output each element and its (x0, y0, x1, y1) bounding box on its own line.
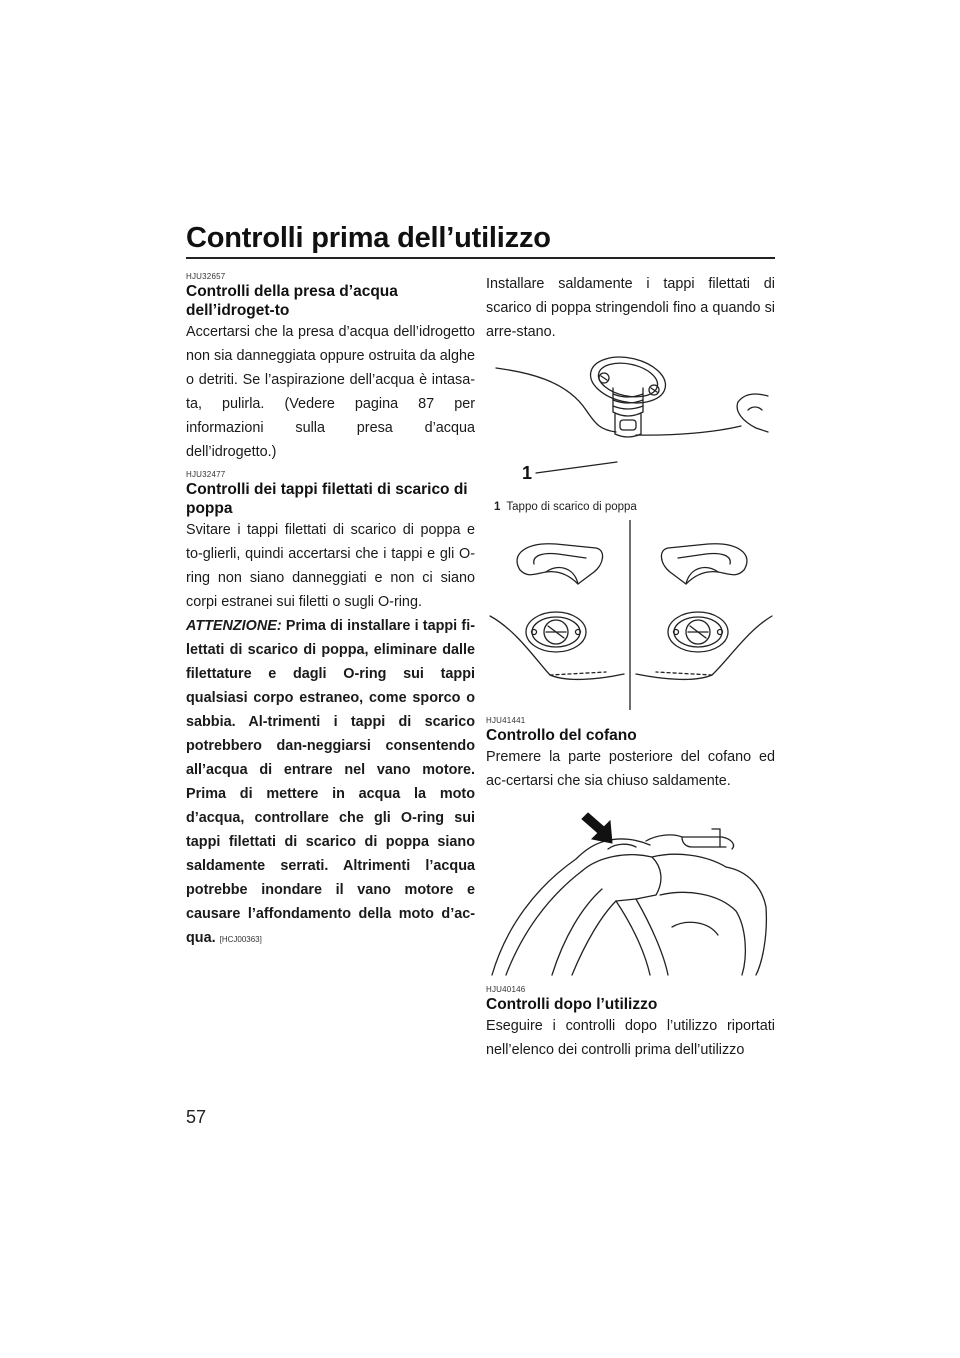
section-title: Controllo del cofano (486, 727, 637, 744)
warning-ref: [HCJ00363] (219, 935, 262, 944)
section-hood (486, 716, 775, 793)
section-code: HJU32657 (186, 272, 226, 281)
section-jet-intake (186, 272, 475, 464)
section-title: Controlli dei tappi filettati di scarico di poppa (186, 481, 468, 517)
section-body: Premere la parte posteriore del cofano ed ac-certarsi che sia chiuso saldamente. (486, 749, 775, 789)
page-title: Controlli prima dell’utilizzo (186, 222, 551, 254)
section-body: Svitare i tappi filettati di scarico di poppa e to-glierli, quindi accertarsi che i tappi e gli O-ring non siano danneggiati e non ci siano corpi estranei sui filetti o sugli O-ring. (186, 522, 475, 610)
left-column (186, 272, 475, 958)
warning-text: Prima di installare i tappi fi-lettati di scarico di poppa, eliminare dalle filettature e dagli O-ring sui tappi qualsiasi corpo estraneo, come sporco o sabbia. Al-trimenti i tappi di scarico potrebbero dan-neggiarsi consentendo all’acqua di entrare nel vano motore. Prima di mettere in acqua la moto d’acqua, controllare che gli O-ring sui tappi filettati di scarico di poppa siano saldamente serrati. Altrimenti l’acqua potrebbe inondare il vano motore e causare l’affondamento della moto d’ac-qua. (186, 618, 475, 946)
figure-watercraft-hood (486, 807, 775, 977)
section-title: Controlli della presa d’acqua dell’idroget-to (186, 283, 398, 319)
header-rule (186, 257, 775, 259)
figure-drain-plugs-two-views (486, 520, 775, 710)
section-body: Eseguire i controlli dopo l’utilizzo riportati nell’elenco dei controlli prima dell’utilizzo (486, 1018, 775, 1058)
section-after-use (486, 985, 775, 1062)
figure-caption (494, 500, 775, 514)
page-number: 57 (186, 1107, 207, 1127)
section-code: HJU41441 (486, 716, 526, 725)
section-code: HJU40146 (486, 985, 526, 994)
install-instruction: Installare saldamente i tappi filettati di scarico di poppa stringendoli fino a quando si arre-stano. (486, 276, 775, 340)
section-code: HJU32477 (186, 470, 226, 479)
warning-label: ATTENZIONE: (186, 618, 282, 634)
section-title: Controlli dopo l’utilizzo (486, 996, 658, 1013)
warning-notice (186, 614, 475, 952)
figure-callout: 1 (522, 463, 533, 483)
section-body: Accertarsi che la presa d’acqua dell’idrogetto non sia danneggiata oppure ostruita da alghe o detriti. Se l’aspirazione dell’acqua è intasa-ta, pulirla. (Vedere pagina 87 per informazioni sulla presa d’acqua dell’idrogetto.) (186, 324, 475, 460)
right-column (486, 272, 775, 1068)
section-drain-plugs (186, 470, 475, 952)
caption-text: Tappo di scarico di poppa (506, 501, 637, 513)
caption-number: 1 (494, 501, 501, 513)
figure-drain-plug (486, 350, 775, 498)
press-arrow-icon (582, 813, 612, 843)
